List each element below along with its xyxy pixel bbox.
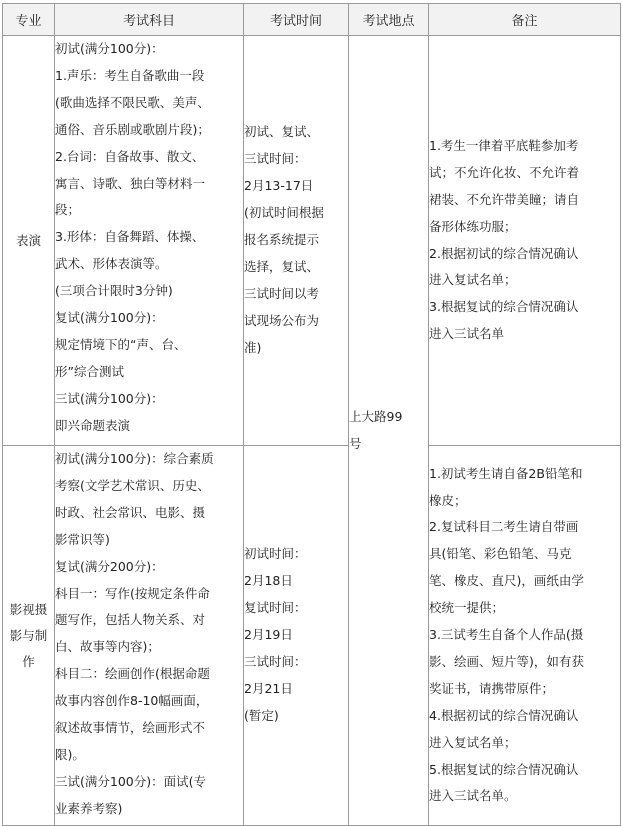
notes-cell xyxy=(429,36,621,446)
notes-line: 2.根据初试的综合情况确认 xyxy=(429,245,579,261)
time-line: 试现场公布为 xyxy=(244,312,320,328)
notes-line: 影、绘画、短片等)，如有获 xyxy=(429,653,584,669)
time-line: (初试时间根据 xyxy=(244,205,324,221)
subjects-line: (三项合计限时3分钟) xyxy=(55,283,173,299)
notes-line: 裙装、不允许带美瞳；请自 xyxy=(429,191,580,207)
subjects-line: 三试(满分100分)： xyxy=(55,390,164,406)
time-line: 报名系统提示 xyxy=(244,232,320,248)
notes-line: 2.复试科目二考生请自带画 xyxy=(429,519,579,535)
exam-schedule-table xyxy=(2,3,621,826)
header-location: 考试地点 xyxy=(349,4,429,36)
table-row xyxy=(3,36,621,446)
location-line: 号 xyxy=(349,435,362,451)
subjects-line: 科目二：绘画创作(根据命题 xyxy=(55,666,210,682)
location-line: 上大路99 xyxy=(349,408,403,424)
notes-line: 进入复试名单； xyxy=(429,272,517,288)
time-line: 三试时间： xyxy=(244,653,307,669)
header-subjects: 考试科目 xyxy=(55,4,244,36)
subjects-line: 叙述故事情节，绘画形式不 xyxy=(55,720,206,736)
notes-line: 5.根据复试的综合情况确认 xyxy=(429,761,579,777)
major-cell xyxy=(3,36,55,446)
subjects-line: 考察(文学艺术常识、历史、 xyxy=(55,477,210,493)
time-line: 2月19日 xyxy=(244,627,293,643)
notes-line: 进入三试名单 xyxy=(429,326,505,342)
subjects-line: 白、故事等内容)； xyxy=(55,639,160,655)
table-row xyxy=(3,446,621,826)
time-line: 2月13-17日 xyxy=(244,178,314,194)
header-major: 专业 xyxy=(3,4,55,36)
time-line: (暂定) xyxy=(244,707,279,723)
subjects-line: 段； xyxy=(55,202,81,218)
notes-line: 奖证书，请携带原件； xyxy=(429,680,555,696)
subjects-line: 3.形体：自备舞蹈、体操、 xyxy=(55,229,205,245)
subjects-line: 形”综合测试 xyxy=(55,363,124,379)
time-cell xyxy=(244,446,349,826)
time-line: 三试时间： xyxy=(244,151,307,167)
subjects-line: 武术、形体表演等。 xyxy=(55,256,168,272)
subjects-cell xyxy=(55,446,244,826)
notes-line: 具(铅笔、彩色铅笔、马克 xyxy=(429,546,572,562)
time-line: 选择，复试、 xyxy=(244,258,320,274)
subjects-line: 通俗、音乐剧或歌剧片段)； xyxy=(55,121,210,137)
notes-line: 1.初试考生请自备2B铅笔和 xyxy=(429,465,583,481)
subjects-cell xyxy=(55,36,244,446)
subjects-line: 复试(满分100分)： xyxy=(55,310,164,326)
notes-line: 备形体练功服； xyxy=(429,218,517,234)
notes-line: 校统一提供； xyxy=(429,600,505,616)
subjects-line: 题写作，包括人物关系、对 xyxy=(55,612,206,628)
notes-line: 3.三试考生自备个人作品(摄 xyxy=(429,627,584,643)
major-line: 影视摄 xyxy=(9,601,48,617)
notes-line: 橡皮； xyxy=(429,492,467,508)
major-cell xyxy=(3,446,55,826)
notes-line: 试；不允许化妆、不允许着 xyxy=(429,164,580,180)
header-row xyxy=(3,4,621,36)
time-line: 准) xyxy=(244,339,262,355)
subjects-line: 规定情境下的“声、台、 xyxy=(55,336,187,352)
major-line: 影与制 xyxy=(9,627,48,643)
subjects-line: 三试(满分100分)：面试(专 xyxy=(55,773,206,789)
major-line: 表演 xyxy=(15,232,41,248)
header-notes: 备注 xyxy=(429,4,621,36)
subjects-line: 1.声乐：考生自备歌曲一段 xyxy=(55,67,205,83)
notes-cell xyxy=(429,446,621,826)
time-line: 初试、复试、 xyxy=(244,124,320,140)
time-line: 2月18日 xyxy=(244,573,293,589)
location-cell xyxy=(349,36,429,826)
subjects-line: 时政、社会常识、电影、摄 xyxy=(55,504,206,520)
notes-line: 进入三试名单。 xyxy=(429,788,517,804)
subjects-line: 复试(满分200分)： xyxy=(55,558,164,574)
subjects-line: 故事内容创作8-10幅画面， xyxy=(55,693,209,709)
subjects-line: 即兴命题表演 xyxy=(55,417,131,433)
notes-line: 1.考生一律着平底鞋参加考 xyxy=(429,137,579,153)
subjects-line: 限)。 xyxy=(55,746,85,762)
subjects-line: 2.台词：自备故事、散文、 xyxy=(55,148,205,164)
time-line: 三试时间以考 xyxy=(244,285,320,301)
time-cell xyxy=(244,36,349,446)
time-line: 初试时间： xyxy=(244,546,307,562)
notes-line: 4.根据初试的综合情况确认 xyxy=(429,707,579,723)
subjects-line: (歌曲选择不限民歌、美声、 xyxy=(55,94,210,110)
notes-line: 3.根据复试的综合情况确认 xyxy=(429,299,579,315)
subjects-line: 初试(满分100分)： xyxy=(55,41,164,56)
subjects-line: 科目一：写作(按规定条件命 xyxy=(55,585,210,601)
subjects-line: 业素养考察) xyxy=(55,800,123,816)
major-line: 作 xyxy=(22,653,35,669)
subjects-line: 初试(满分100分)：综合素质 xyxy=(55,451,214,466)
time-line: 2月21日 xyxy=(244,680,293,696)
subjects-line: 影常识等) xyxy=(55,531,110,547)
time-line: 复试时间： xyxy=(244,600,307,616)
subjects-line: 寓言、诗歌、独白等材料一 xyxy=(55,175,206,191)
header-time: 考试时间 xyxy=(244,4,349,36)
notes-line: 笔、橡皮、直尺)，画纸由学 xyxy=(429,573,584,589)
notes-line: 进入复试名单； xyxy=(429,734,517,750)
